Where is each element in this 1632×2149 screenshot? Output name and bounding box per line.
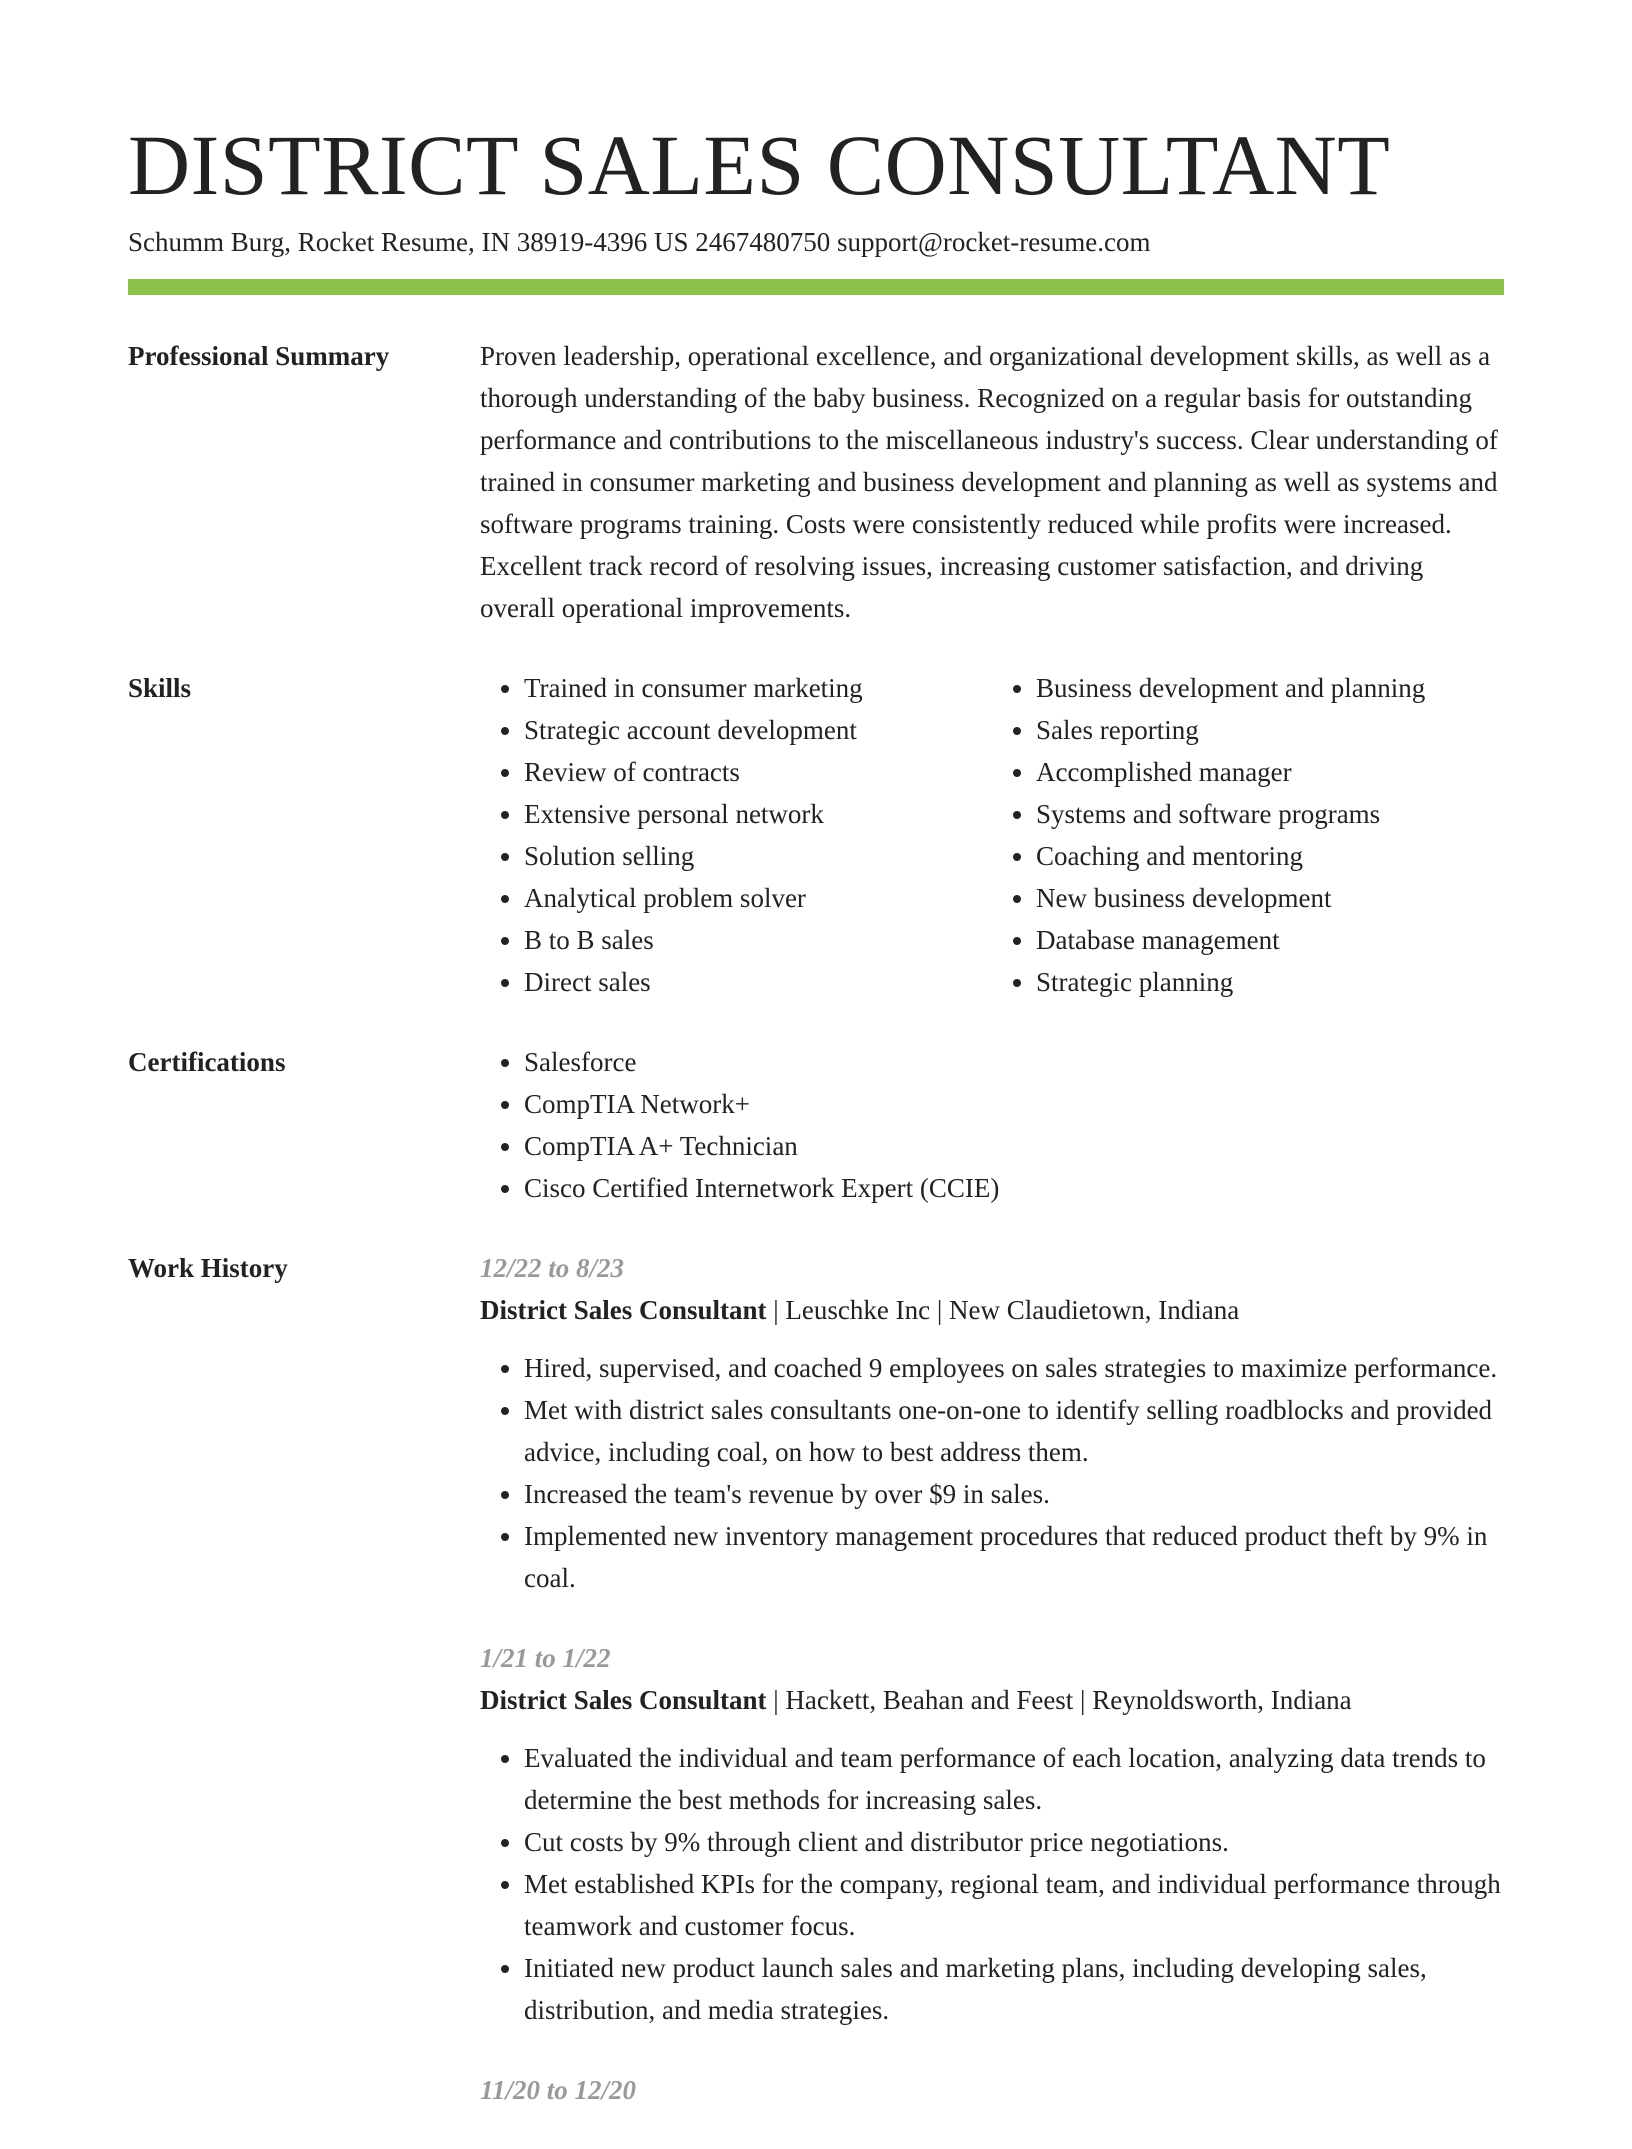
skill-item: • Business development and planning	[1036, 667, 1504, 709]
skill-item: • Solution selling	[524, 835, 992, 877]
certification-item: • CompTIA A+ Technician	[524, 1125, 1504, 1167]
skills-section	[128, 667, 1504, 1003]
skill-item: • Extensive personal network	[524, 793, 992, 835]
skill-item: • Coaching and mentoring	[1036, 835, 1504, 877]
certifications-heading: Certifications	[128, 1046, 286, 1077]
accent-divider	[128, 279, 1504, 295]
job-dates: 1/21 to 1/22	[480, 1642, 611, 1673]
certifications-section	[128, 1041, 1504, 1209]
skill-item: • Analytical problem solver	[524, 877, 992, 919]
job-dates: 11/20 to 12/20	[480, 2074, 637, 2105]
resume-title: DISTRICT SALES CONSULTANT	[128, 117, 1391, 213]
summary-section	[128, 335, 1504, 629]
job-heading	[480, 1289, 1504, 1331]
work-history-section	[128, 1247, 1504, 2149]
certification-item: • CompTIA Network+	[524, 1083, 1504, 1125]
skill-item: • New business development	[1036, 877, 1504, 919]
job-bullet: • Implemented new inventory management procedures that reduced product theft by 9% in coal.	[524, 1515, 1504, 1599]
job-heading	[480, 1679, 1504, 1721]
job-bullet: • Cut costs by 9% through client and distributor price negotiations.	[524, 1821, 1504, 1863]
job-bullet: • Increased the team's revenue by over $9 in sales.	[524, 1473, 1504, 1515]
job-bullet: • Met with district sales consultants one-on-one to identify selling roadblocks and provided advice, including coal, on how to best address them.	[524, 1389, 1504, 1473]
job-entry	[480, 2069, 1504, 2111]
job-bullet: • Met established KPIs for the company, regional team, and individual performance through teamwork and customer focus.	[524, 1863, 1504, 1947]
job-entry	[480, 1637, 1504, 2031]
job-details: | Leuschke Inc | New Claudietown, Indiana	[766, 1294, 1240, 1325]
certifications-list	[480, 1041, 1504, 1209]
work-history-heading: Work History	[128, 1252, 288, 1283]
certification-item: • Salesforce	[524, 1041, 1504, 1083]
skills-list-right	[992, 667, 1504, 1003]
job-bullets	[480, 1737, 1504, 2031]
summary-heading: Professional Summary	[128, 340, 390, 371]
skill-item: • Database management	[1036, 919, 1504, 961]
job-details: | Hackett, Beahan and Feest | Reynoldsworth, Indiana	[766, 1684, 1352, 1715]
job-bullet: • Hired, supervised, and coached 9 employees on sales strategies to maximize performance.	[524, 1347, 1504, 1389]
job-bullets	[480, 1347, 1504, 1599]
skill-item: • Systems and software programs	[1036, 793, 1504, 835]
skill-item: • Review of contracts	[524, 751, 992, 793]
job-bullet: • Initiated new product launch sales and marketing plans, including developing sales, distribution, and media strategies.	[524, 1947, 1504, 2031]
skill-item: • Sales reporting	[1036, 709, 1504, 751]
skill-item: • Trained in consumer marketing	[524, 667, 992, 709]
skill-item: • Accomplished manager	[1036, 751, 1504, 793]
contact-line: Schumm Burg, Rocket Resume, IN 38919-4396 US 2467480750 support@rocket-resume.com	[128, 226, 1151, 257]
skill-item: • Direct sales	[524, 961, 992, 1003]
skills-list-left	[480, 667, 992, 1003]
skill-item: • B to B sales	[524, 919, 992, 961]
certification-item: • Cisco Certified Internetwork Expert (CCIE)	[524, 1167, 1504, 1209]
job-bullet: • Evaluated the individual and team performance of each location, analyzing data trends to determine the best methods for increasing sales.	[524, 1737, 1504, 1821]
job-dates: 12/22 to 8/23	[480, 1252, 625, 1283]
job-title: District Sales Consultant	[480, 1294, 767, 1325]
job-title: District Sales Consultant	[480, 1684, 767, 1715]
skills-heading: Skills	[128, 672, 192, 703]
skill-item: • Strategic planning	[1036, 961, 1504, 1003]
job-entry	[480, 1247, 1504, 1599]
skill-item: • Strategic account development	[524, 709, 992, 751]
summary-text: Proven leadership, operational excellence, and organizational development skills, as well as a thorough understanding of the baby business. Recognized on a regular basis for outstanding performance and contributions to the miscellaneous industry's success. Clear understanding of trained in consumer marketing and business development and planning as well as systems and software programs training. Costs were consistently reduced while profits were increased. Excellent track record of resolving issues, increasing customer satisfaction, and driving overall operational improvements.	[480, 340, 1498, 623]
